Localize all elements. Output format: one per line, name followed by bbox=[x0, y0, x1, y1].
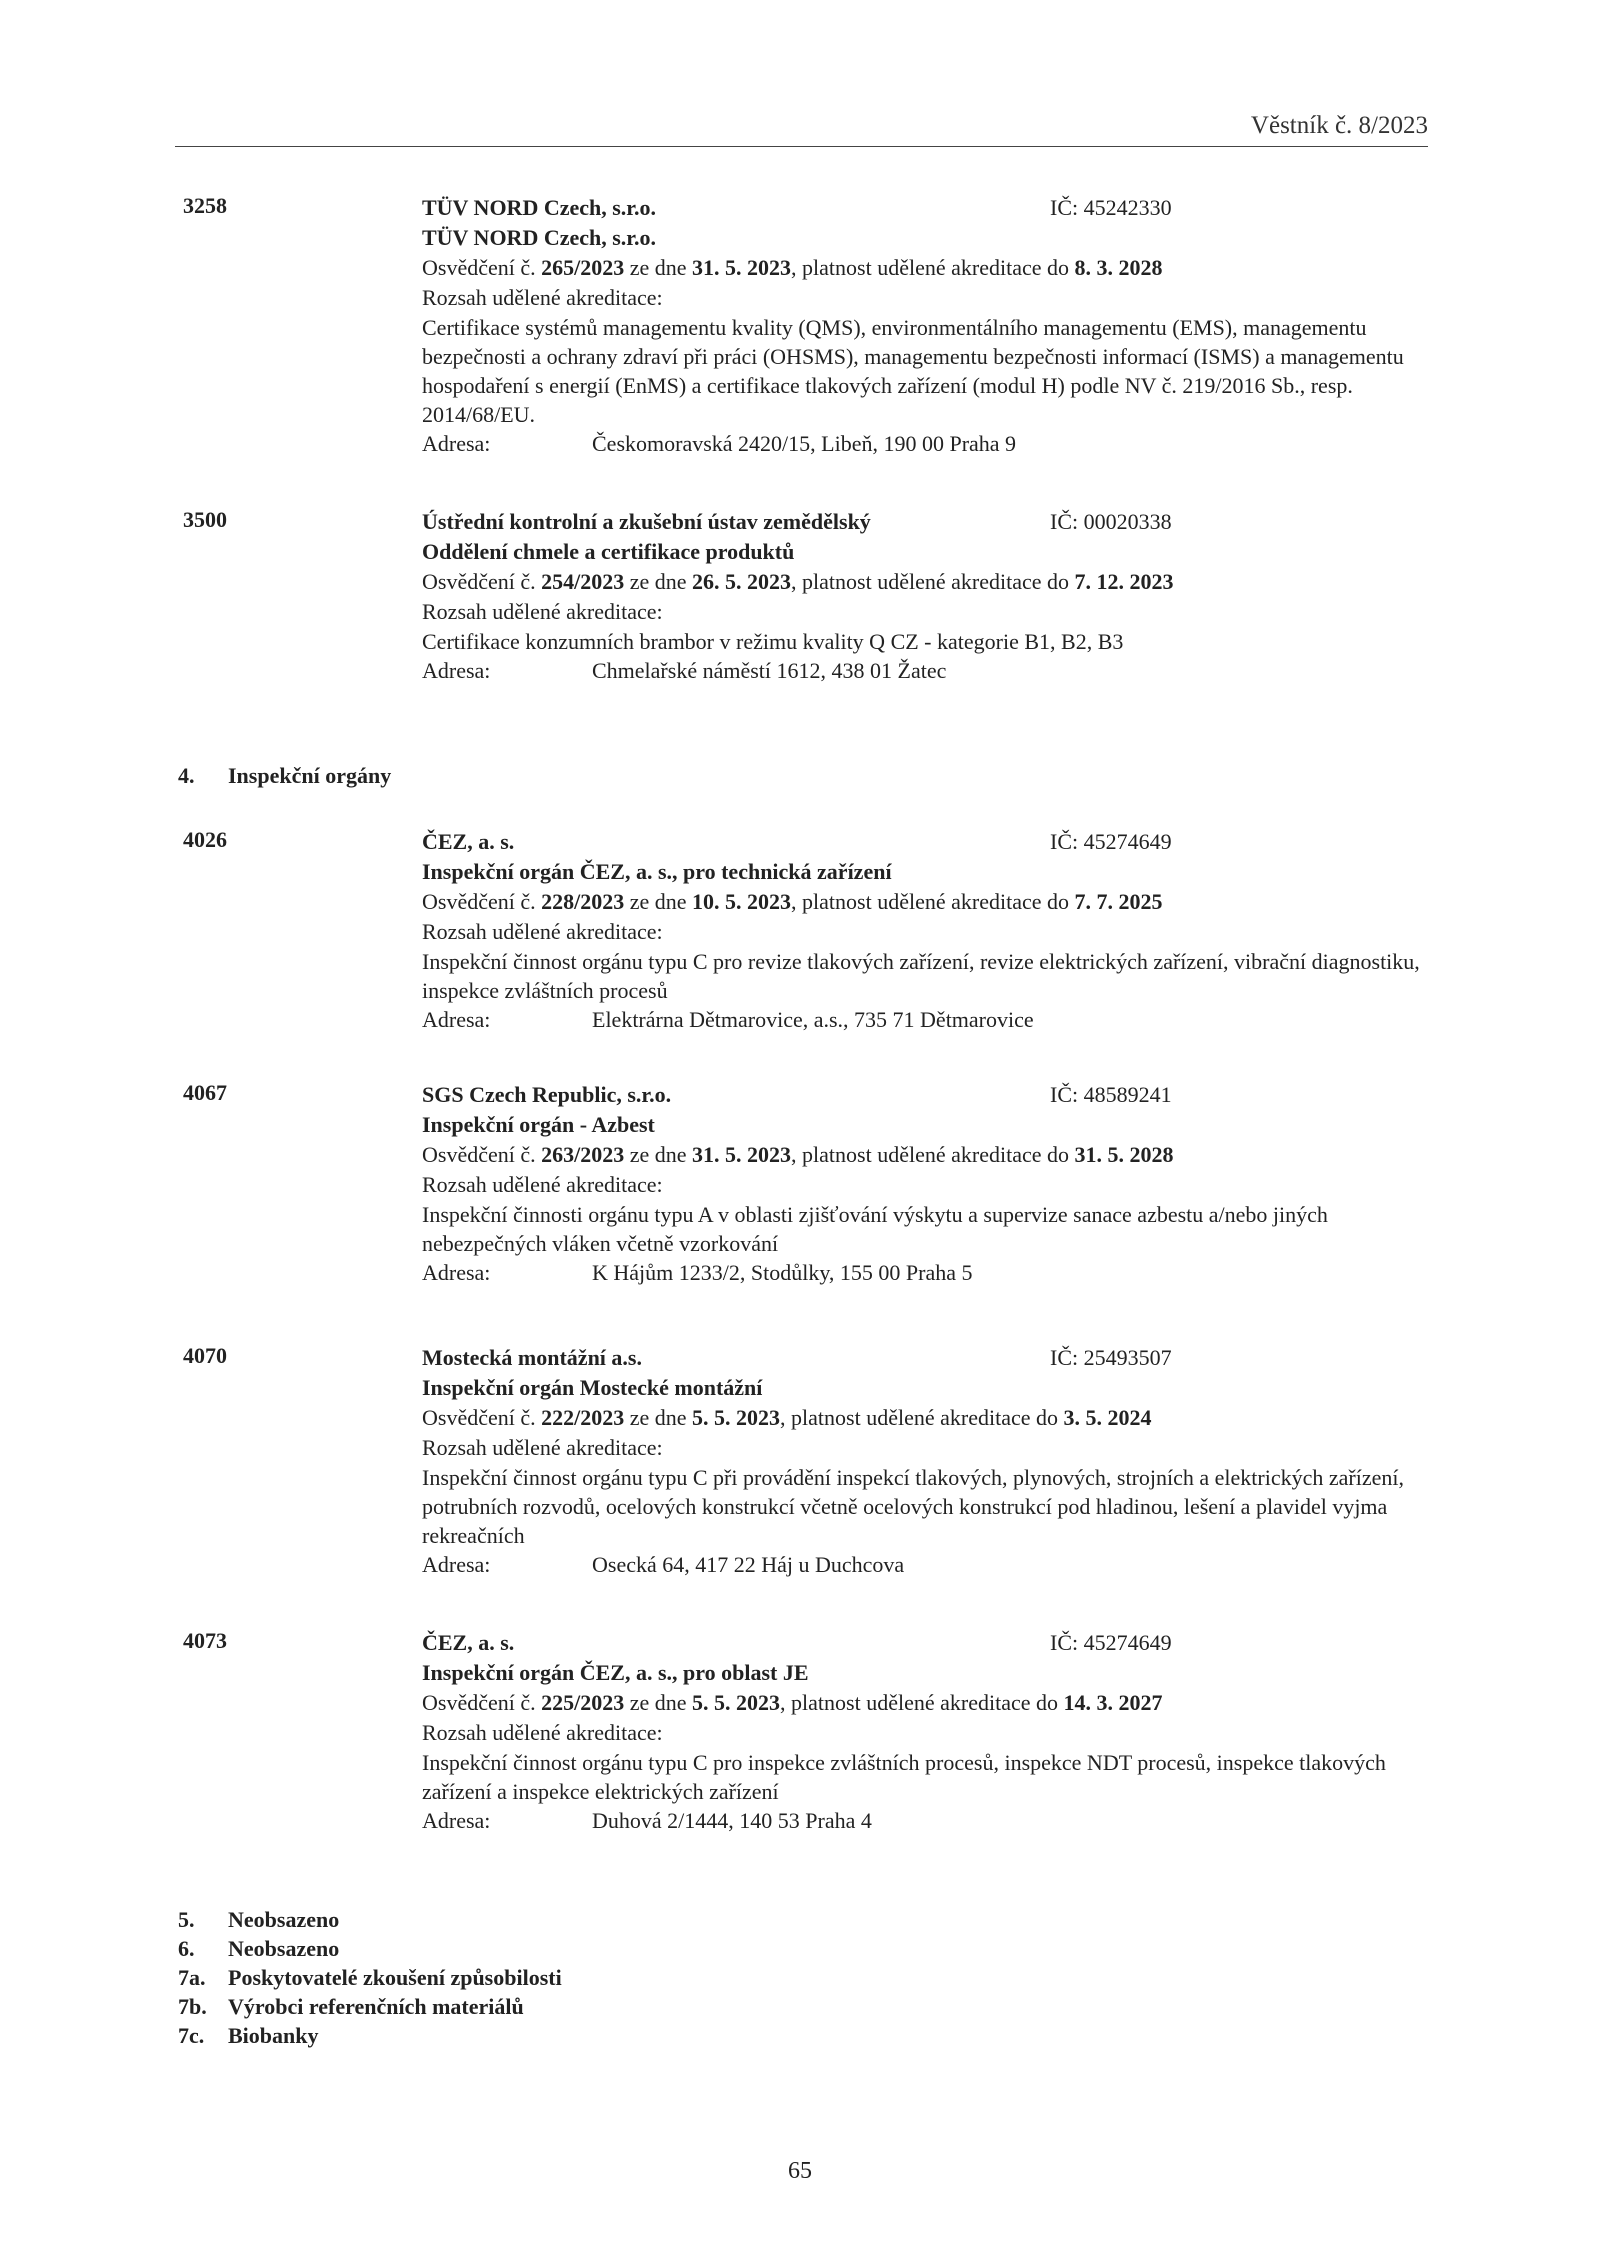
section-heading bbox=[178, 763, 391, 789]
date-label: ze dne bbox=[624, 569, 693, 594]
organization-name bbox=[422, 193, 1432, 223]
certificate-number: 265/2023 bbox=[541, 255, 625, 280]
section-item bbox=[178, 2021, 562, 2050]
organization-id: IČ: 45274649 bbox=[1050, 1630, 1172, 1655]
address-text: Duhová 2/1444, 140 53 Praha 4 bbox=[592, 1808, 872, 1833]
organization-unit: Inspekční orgán Mostecké montážní bbox=[422, 1375, 763, 1400]
certificate-number: 263/2023 bbox=[541, 1142, 625, 1167]
address-text: Českomoravská 2420/15, Libeň, 190 00 Praha 9 bbox=[592, 431, 1017, 456]
date-label: ze dne bbox=[624, 1405, 693, 1430]
scope-label: Rozsah udělené akreditace: bbox=[422, 285, 663, 310]
entry-number: 3258 bbox=[183, 193, 227, 218]
organization-name-text: ČEZ, a. s. bbox=[422, 1630, 515, 1655]
certificate-label: Osvědčení č. bbox=[422, 1142, 542, 1167]
valid-until-date: 7. 12. 2023 bbox=[1074, 569, 1174, 594]
address-label: Adresa: bbox=[422, 1260, 491, 1285]
organization-name bbox=[422, 1628, 1432, 1658]
page-number: 65 bbox=[788, 2158, 812, 2184]
valid-until-date: 3. 5. 2024 bbox=[1063, 1405, 1152, 1430]
section-title: Neobsazeno bbox=[228, 1907, 340, 1932]
certificate-date: 31. 5. 2023 bbox=[692, 1142, 792, 1167]
section-number: 7c. bbox=[178, 2023, 205, 2048]
certificate-line bbox=[422, 1403, 1432, 1433]
entry-number: 4026 bbox=[183, 827, 227, 852]
address-label: Adresa: bbox=[422, 1552, 491, 1577]
organization-id: IČ: 45274649 bbox=[1050, 829, 1172, 854]
certificate-number: 222/2023 bbox=[541, 1405, 625, 1430]
organization-name-text: SGS Czech Republic, s.r.o. bbox=[422, 1082, 672, 1107]
address-text: K Hájům 1233/2, Stodůlky, 155 00 Praha 5 bbox=[592, 1260, 973, 1285]
address-label: Adresa: bbox=[422, 1808, 491, 1833]
date-label: ze dne bbox=[624, 255, 693, 280]
organization-unit: Inspekční orgán - Azbest bbox=[422, 1112, 655, 1137]
section-title: Inspekční orgány bbox=[228, 763, 392, 788]
certificate-line bbox=[422, 1140, 1432, 1170]
scope-text: Certifikace systémů managementu kvality (QMS), environmentálního managementu (EMS), managementu bezpečnosti a ochrany zdraví při práci (OHSMS), managementu bezpečnosti informací (ISMS) a managementu hospodaření s energií (EnMS) a certifikace tlakových zařízení (modul H) podle NV č. 219/2016 Sb., resp. 2014/68/EU. bbox=[422, 315, 1404, 427]
address-line bbox=[422, 1806, 1432, 1836]
address-label: Adresa: bbox=[422, 658, 491, 683]
section-item bbox=[178, 1992, 562, 2021]
section-number: 5. bbox=[178, 1907, 195, 1932]
organization-unit: Inspekční orgán ČEZ, a. s., pro oblast JE bbox=[422, 1660, 809, 1685]
entry-number: 4073 bbox=[183, 1628, 227, 1653]
address-text: Osecká 64, 417 22 Háj u Duchcova bbox=[592, 1552, 905, 1577]
organization-name bbox=[422, 1080, 1432, 1110]
validity-label: , platnost udělené akreditace do bbox=[780, 1405, 1064, 1430]
organization-unit: Oddělení chmele a certifikace produktů bbox=[422, 539, 795, 564]
section-item bbox=[178, 1905, 562, 1934]
valid-until-date: 31. 5. 2028 bbox=[1074, 1142, 1174, 1167]
certificate-number: 225/2023 bbox=[541, 1690, 625, 1715]
entry-body bbox=[422, 507, 1432, 686]
certificate-label: Osvědčení č. bbox=[422, 1690, 542, 1715]
certificate-date: 10. 5. 2023 bbox=[692, 889, 792, 914]
address-line bbox=[422, 656, 1432, 686]
section-number: 6. bbox=[178, 1936, 195, 1961]
organization-unit: Inspekční orgán ČEZ, a. s., pro technická zařízení bbox=[422, 859, 892, 884]
address-text: Chmelařské náměstí 1612, 438 01 Žatec bbox=[592, 658, 947, 683]
address-label: Adresa: bbox=[422, 1007, 491, 1032]
entry-body bbox=[422, 1343, 1432, 1580]
certificate-line bbox=[422, 1688, 1432, 1718]
entry-body bbox=[422, 1080, 1432, 1288]
entry-body bbox=[422, 827, 1432, 1035]
certificate-label: Osvědčení č. bbox=[422, 889, 542, 914]
entry-number: 4070 bbox=[183, 1343, 227, 1368]
certificate-number: 228/2023 bbox=[541, 889, 625, 914]
section-title: Neobsazeno bbox=[228, 1936, 340, 1961]
valid-until-date: 7. 7. 2025 bbox=[1074, 889, 1163, 914]
certificate-label: Osvědčení č. bbox=[422, 1405, 542, 1430]
section-item bbox=[178, 1934, 562, 1963]
organization-name bbox=[422, 507, 1432, 537]
certificate-date: 5. 5. 2023 bbox=[692, 1405, 781, 1430]
validity-label: , platnost udělené akreditace do bbox=[791, 1142, 1075, 1167]
scope-label: Rozsah udělené akreditace: bbox=[422, 1172, 663, 1197]
entry-number: 4067 bbox=[183, 1080, 227, 1105]
certificate-line bbox=[422, 253, 1432, 283]
bulletin-title: Věstník č. 8/2023 bbox=[1250, 112, 1428, 139]
scope-text: Inspekční činnost orgánu typu C pro inspekce zvláštních procesů, inspekce NDT procesů, inspekce tlakových zařízení a inspekce elektrických zařízení bbox=[422, 1750, 1386, 1804]
entry-number: 3500 bbox=[183, 507, 227, 532]
certificate-number: 254/2023 bbox=[541, 569, 625, 594]
address-line bbox=[422, 1258, 1432, 1288]
section-list bbox=[178, 1905, 562, 2050]
certificate-label: Osvědčení č. bbox=[422, 255, 542, 280]
organization-name-text: ČEZ, a. s. bbox=[422, 829, 515, 854]
section-number: 4. bbox=[178, 763, 195, 788]
entry-body bbox=[422, 193, 1432, 459]
organization-id: IČ: 45242330 bbox=[1050, 195, 1172, 220]
section-title: Výrobci referenčních materiálů bbox=[228, 1994, 524, 2019]
scope-text: Inspekční činnost orgánu typu C při provádění inspekcí tlakových, plynových, strojních a elektrických zařízení, potrubních rozvodů, ocelových konstrukcí včetně ocelových konstrukcí pod hladinou, lešení a plavidel vyjma rekreačních bbox=[422, 1465, 1404, 1548]
certificate-date: 31. 5. 2023 bbox=[692, 255, 792, 280]
certificate-line bbox=[422, 567, 1432, 597]
organization-name-text: Ústřední kontrolní a zkušební ústav zemědělský bbox=[422, 509, 871, 534]
scope-label: Rozsah udělené akreditace: bbox=[422, 1720, 663, 1745]
organization-unit: TÜV NORD Czech, s.r.o. bbox=[422, 225, 657, 250]
organization-name-text: Mostecká montážní a.s. bbox=[422, 1345, 642, 1370]
scope-text: Inspekční činnosti orgánu typu A v oblasti zjišťování výskytu a supervize sanace azbestu a/nebo jiných nebezpečných vláken včetně vzorkování bbox=[422, 1202, 1328, 1256]
address-label: Adresa: bbox=[422, 431, 491, 456]
section-title: Biobanky bbox=[228, 2023, 319, 2048]
section-title: Poskytovatelé zkoušení způsobilosti bbox=[228, 1965, 562, 1990]
organization-name bbox=[422, 827, 1432, 857]
section-item bbox=[178, 1963, 562, 1992]
address-line bbox=[422, 1550, 1432, 1580]
address-text: Elektrárna Dětmarovice, a.s., 735 71 Dětmarovice bbox=[592, 1007, 1034, 1032]
organization-name bbox=[422, 1343, 1432, 1373]
scope-label: Rozsah udělené akreditace: bbox=[422, 1435, 663, 1460]
scope-label: Rozsah udělené akreditace: bbox=[422, 599, 663, 624]
address-line bbox=[422, 429, 1432, 459]
page-header bbox=[175, 112, 1428, 147]
scope-text: Certifikace konzumních brambor v režimu kvality Q CZ - kategorie B1, B2, B3 bbox=[422, 629, 1124, 654]
address-line bbox=[422, 1005, 1432, 1035]
organization-id: IČ: 00020338 bbox=[1050, 509, 1172, 534]
certificate-label: Osvědčení č. bbox=[422, 569, 542, 594]
validity-label: , platnost udělené akreditace do bbox=[780, 1690, 1064, 1715]
certificate-date: 26. 5. 2023 bbox=[692, 569, 792, 594]
date-label: ze dne bbox=[624, 889, 693, 914]
date-label: ze dne bbox=[624, 1142, 693, 1167]
valid-until-date: 14. 3. 2027 bbox=[1063, 1690, 1163, 1715]
entry-body bbox=[422, 1628, 1432, 1836]
valid-until-date: 8. 3. 2028 bbox=[1074, 255, 1163, 280]
date-label: ze dne bbox=[624, 1690, 693, 1715]
organization-id: IČ: 48589241 bbox=[1050, 1082, 1172, 1107]
certificate-date: 5. 5. 2023 bbox=[692, 1690, 781, 1715]
scope-text: Inspekční činnost orgánu typu C pro revize tlakových zařízení, revize elektrických zařízení, vibrační diagnostiku, inspekce zvláštních procesů bbox=[422, 949, 1420, 1003]
certificate-line bbox=[422, 887, 1432, 917]
section-number: 7b. bbox=[178, 1994, 207, 2019]
organization-id: IČ: 25493507 bbox=[1050, 1345, 1172, 1370]
validity-label: , platnost udělené akreditace do bbox=[791, 569, 1075, 594]
scope-label: Rozsah udělené akreditace: bbox=[422, 919, 663, 944]
validity-label: , platnost udělené akreditace do bbox=[791, 889, 1075, 914]
organization-name-text: TÜV NORD Czech, s.r.o. bbox=[422, 195, 657, 220]
section-number: 7a. bbox=[178, 1965, 206, 1990]
validity-label: , platnost udělené akreditace do bbox=[791, 255, 1075, 280]
